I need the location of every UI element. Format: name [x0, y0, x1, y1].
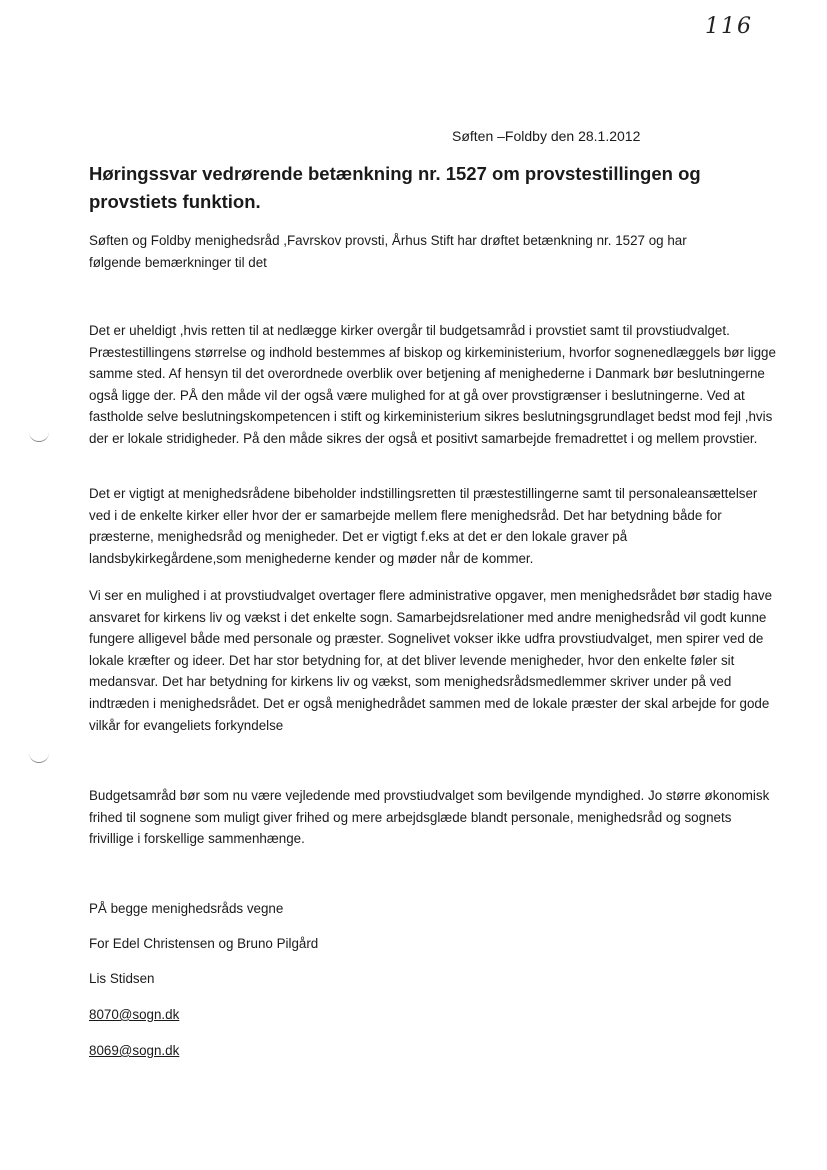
punch-hole-mark: [29, 750, 49, 763]
intro-paragraph: Søften og Foldby menighedsråd ,Favrskov provsti, Århus Stift har drøftet betænkning nr. 1527 og har følgende bemærkninger til det: [89, 233, 687, 270]
document-title: Høringssvar vedrørende betænkning nr. 1527 om provstestillingen og provstiets funktion.: [89, 163, 701, 212]
body-paragraph-2: Det er vigtigt at menighedsrådene bibeholder indstillingsretten til præstestillingerne samt til personaleansættelser ved i de enkelte kirker eller hvor der er samarbejde mellem flere menighedsråd. Det har betydning både for præsterne, menighedsråd og menigheder. Det er vigtigt f.eks at det er den lokale graver på landsbykirkegårdene,som menighederne kender og møder når de kommer.: [89, 486, 758, 566]
email-link-1[interactable]: 8070@sogn.dk: [89, 1007, 180, 1022]
body-paragraph-1: Det er uheldigt ,hvis retten til at nedlægge kirker overgår til budgetsamråd i provstiet samt til provstiudvalget. Præstestillingens størrelse og indhold bestemmes af biskop og kirkeministerium, hvorfor sognenedlæggels bør ligge samme sted. Af hensyn til det overordnede overblik over betjening af menighederne i Danmark bør beslutningerne også ligge der. PÅ den måde vil der også være mulighed for at gå over provstigrænser i beslutningerne. Ved at fastholde selve beslutningskompetencen i stift og kirkeministerium sikres beslutningsgrundlaget bedst mod fejl ,hvis der er lokale stridigheder. På den måde sikres der også et positivt samarbejde fremadrettet i og mellem provstier.: [89, 323, 776, 446]
date-line: Søften –Foldby den 28.1.2012: [452, 128, 641, 144]
handwritten-page-number: 116: [705, 14, 753, 39]
punch-hole-mark: [29, 429, 49, 442]
signature-on-behalf: For Edel Christensen og Bruno Pilgård: [89, 936, 319, 951]
body-paragraph-3: Vi ser en mulighed i at provstiudvalget overtager flere administrative opgaver, men menighedsrådet bør stadig have ansvaret for kirkens liv og vækst i det enkelte sogn. Samarbejdsrelationer med andre menighedsråd vil godt kunne fungere alligevel både med personale og præster. Sognelivet vokser ikke udfra provstiudvalget, men spirer ved de lokale kræfter og ideer. Det har stor betydning for, at det bliver levende menigheder, hvor den enkelte føler sit medansvar. Det har betydning for kirkens liv og vækst, som menighedsrådsmedlemmer skriver under på ved indtræden i menighedsrådet. Det er også menighedrådet sammen med de lokale præster der skal arbejde for gode vilkår for evangeliets forkyndelse: [89, 588, 773, 733]
signature-name: Lis Stidsen: [89, 971, 155, 986]
signature-closing: PÅ begge menighedsråds vegne: [89, 901, 284, 916]
email-link-2[interactable]: 8069@sogn.dk: [89, 1043, 180, 1058]
body-paragraph-4: Budgetsamråd bør som nu være vejledende med provstiudvalget som bevilgende myndighed. Jo større økonomisk frihed til sognene som muligt giver frihed og mere arbejdsglæde blandt personale, menighedsråd og sognets frivillige i forskellige sammenhænge.: [89, 788, 770, 847]
